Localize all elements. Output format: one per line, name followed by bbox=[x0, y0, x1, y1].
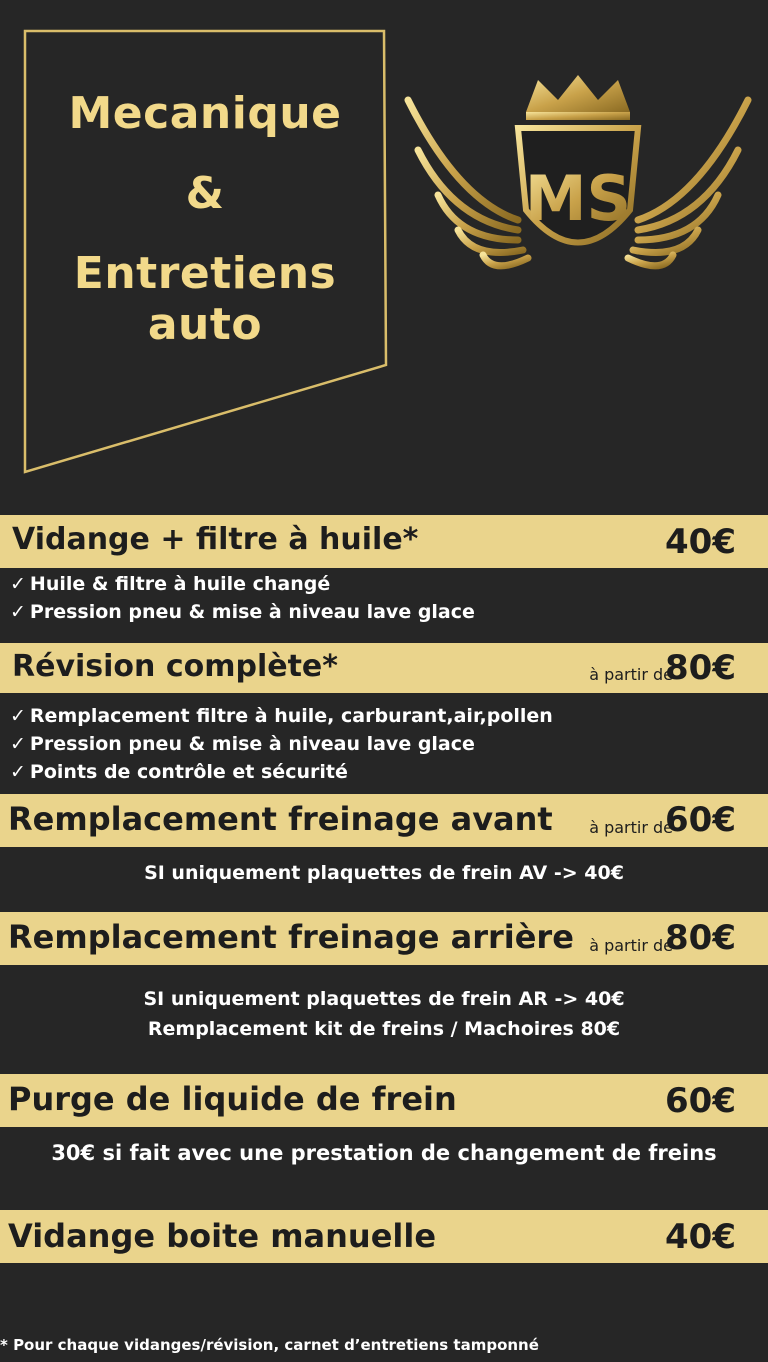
check-icon: ✓ bbox=[10, 761, 26, 783]
service-price: 80€ bbox=[665, 918, 736, 958]
check-item bbox=[10, 702, 553, 730]
service-price: 60€ bbox=[665, 1081, 736, 1121]
check-icon: ✓ bbox=[10, 573, 26, 595]
service-price: 60€ bbox=[665, 800, 736, 840]
check-icon: ✓ bbox=[10, 601, 26, 623]
check-text: Pression pneu & mise à niveau lave glace bbox=[29, 601, 475, 623]
service-band-rear-brakes bbox=[0, 912, 768, 965]
service-band-oil-change bbox=[0, 515, 768, 568]
service-price: 40€ bbox=[665, 522, 736, 562]
check-text: Pression pneu & mise à niveau lave glace bbox=[29, 733, 475, 755]
service-price: 40€ bbox=[665, 1217, 736, 1257]
service-checklist bbox=[10, 570, 475, 626]
check-text: Huile & filtre à huile changé bbox=[29, 573, 331, 595]
service-note: SI uniquement plaquettes de frein AV -> 40€ bbox=[144, 862, 624, 884]
service-band-full-revision bbox=[0, 643, 768, 693]
check-text: Remplacement filtre à huile, carburant,air,pollen bbox=[29, 705, 553, 727]
check-item bbox=[10, 570, 475, 598]
footnote: * Pour chaque vidanges/révision, carnet d’entretiens tamponné bbox=[0, 1336, 539, 1354]
check-icon: ✓ bbox=[10, 705, 26, 727]
service-name: Vidange boite manuelle bbox=[8, 1217, 437, 1255]
check-item bbox=[10, 730, 553, 758]
title-frame bbox=[0, 0, 400, 480]
check-item bbox=[10, 758, 553, 786]
service-band-manual-gearbox bbox=[0, 1210, 768, 1263]
service-checklist bbox=[10, 702, 553, 786]
service-name: Purge de liquide de frein bbox=[8, 1080, 457, 1118]
service-name: Vidange + filtre à huile* bbox=[12, 522, 419, 557]
title-line-1: Mecanique bbox=[68, 88, 342, 139]
service-from: à partir de bbox=[589, 665, 673, 684]
service-note: SI uniquement plaquettes de frein AR -> 40€ bbox=[143, 988, 625, 1010]
winged-crown-shield-logo-icon bbox=[398, 70, 758, 280]
service-name: Remplacement freinage arrière bbox=[8, 918, 574, 956]
service-band-brake-fluid bbox=[0, 1074, 768, 1127]
service-from: à partir de bbox=[589, 818, 673, 837]
check-icon: ✓ bbox=[10, 733, 26, 755]
service-price: 80€ bbox=[665, 648, 736, 688]
check-item bbox=[10, 598, 475, 626]
service-name: Révision complète* bbox=[12, 649, 338, 684]
title-line-3: Entretiens auto bbox=[73, 248, 337, 350]
service-band-front-brakes bbox=[0, 794, 768, 847]
check-text: Points de contrôle et sécurité bbox=[29, 761, 348, 783]
service-note: 30€ si fait avec une prestation de changement de freins bbox=[51, 1141, 717, 1165]
service-from: à partir de bbox=[589, 936, 673, 955]
service-name: Remplacement freinage avant bbox=[8, 800, 553, 838]
service-note: Remplacement kit de freins / Machoires 80€ bbox=[147, 1018, 621, 1040]
logo-letters: MS bbox=[524, 162, 632, 235]
title-line-2: & bbox=[185, 168, 225, 219]
